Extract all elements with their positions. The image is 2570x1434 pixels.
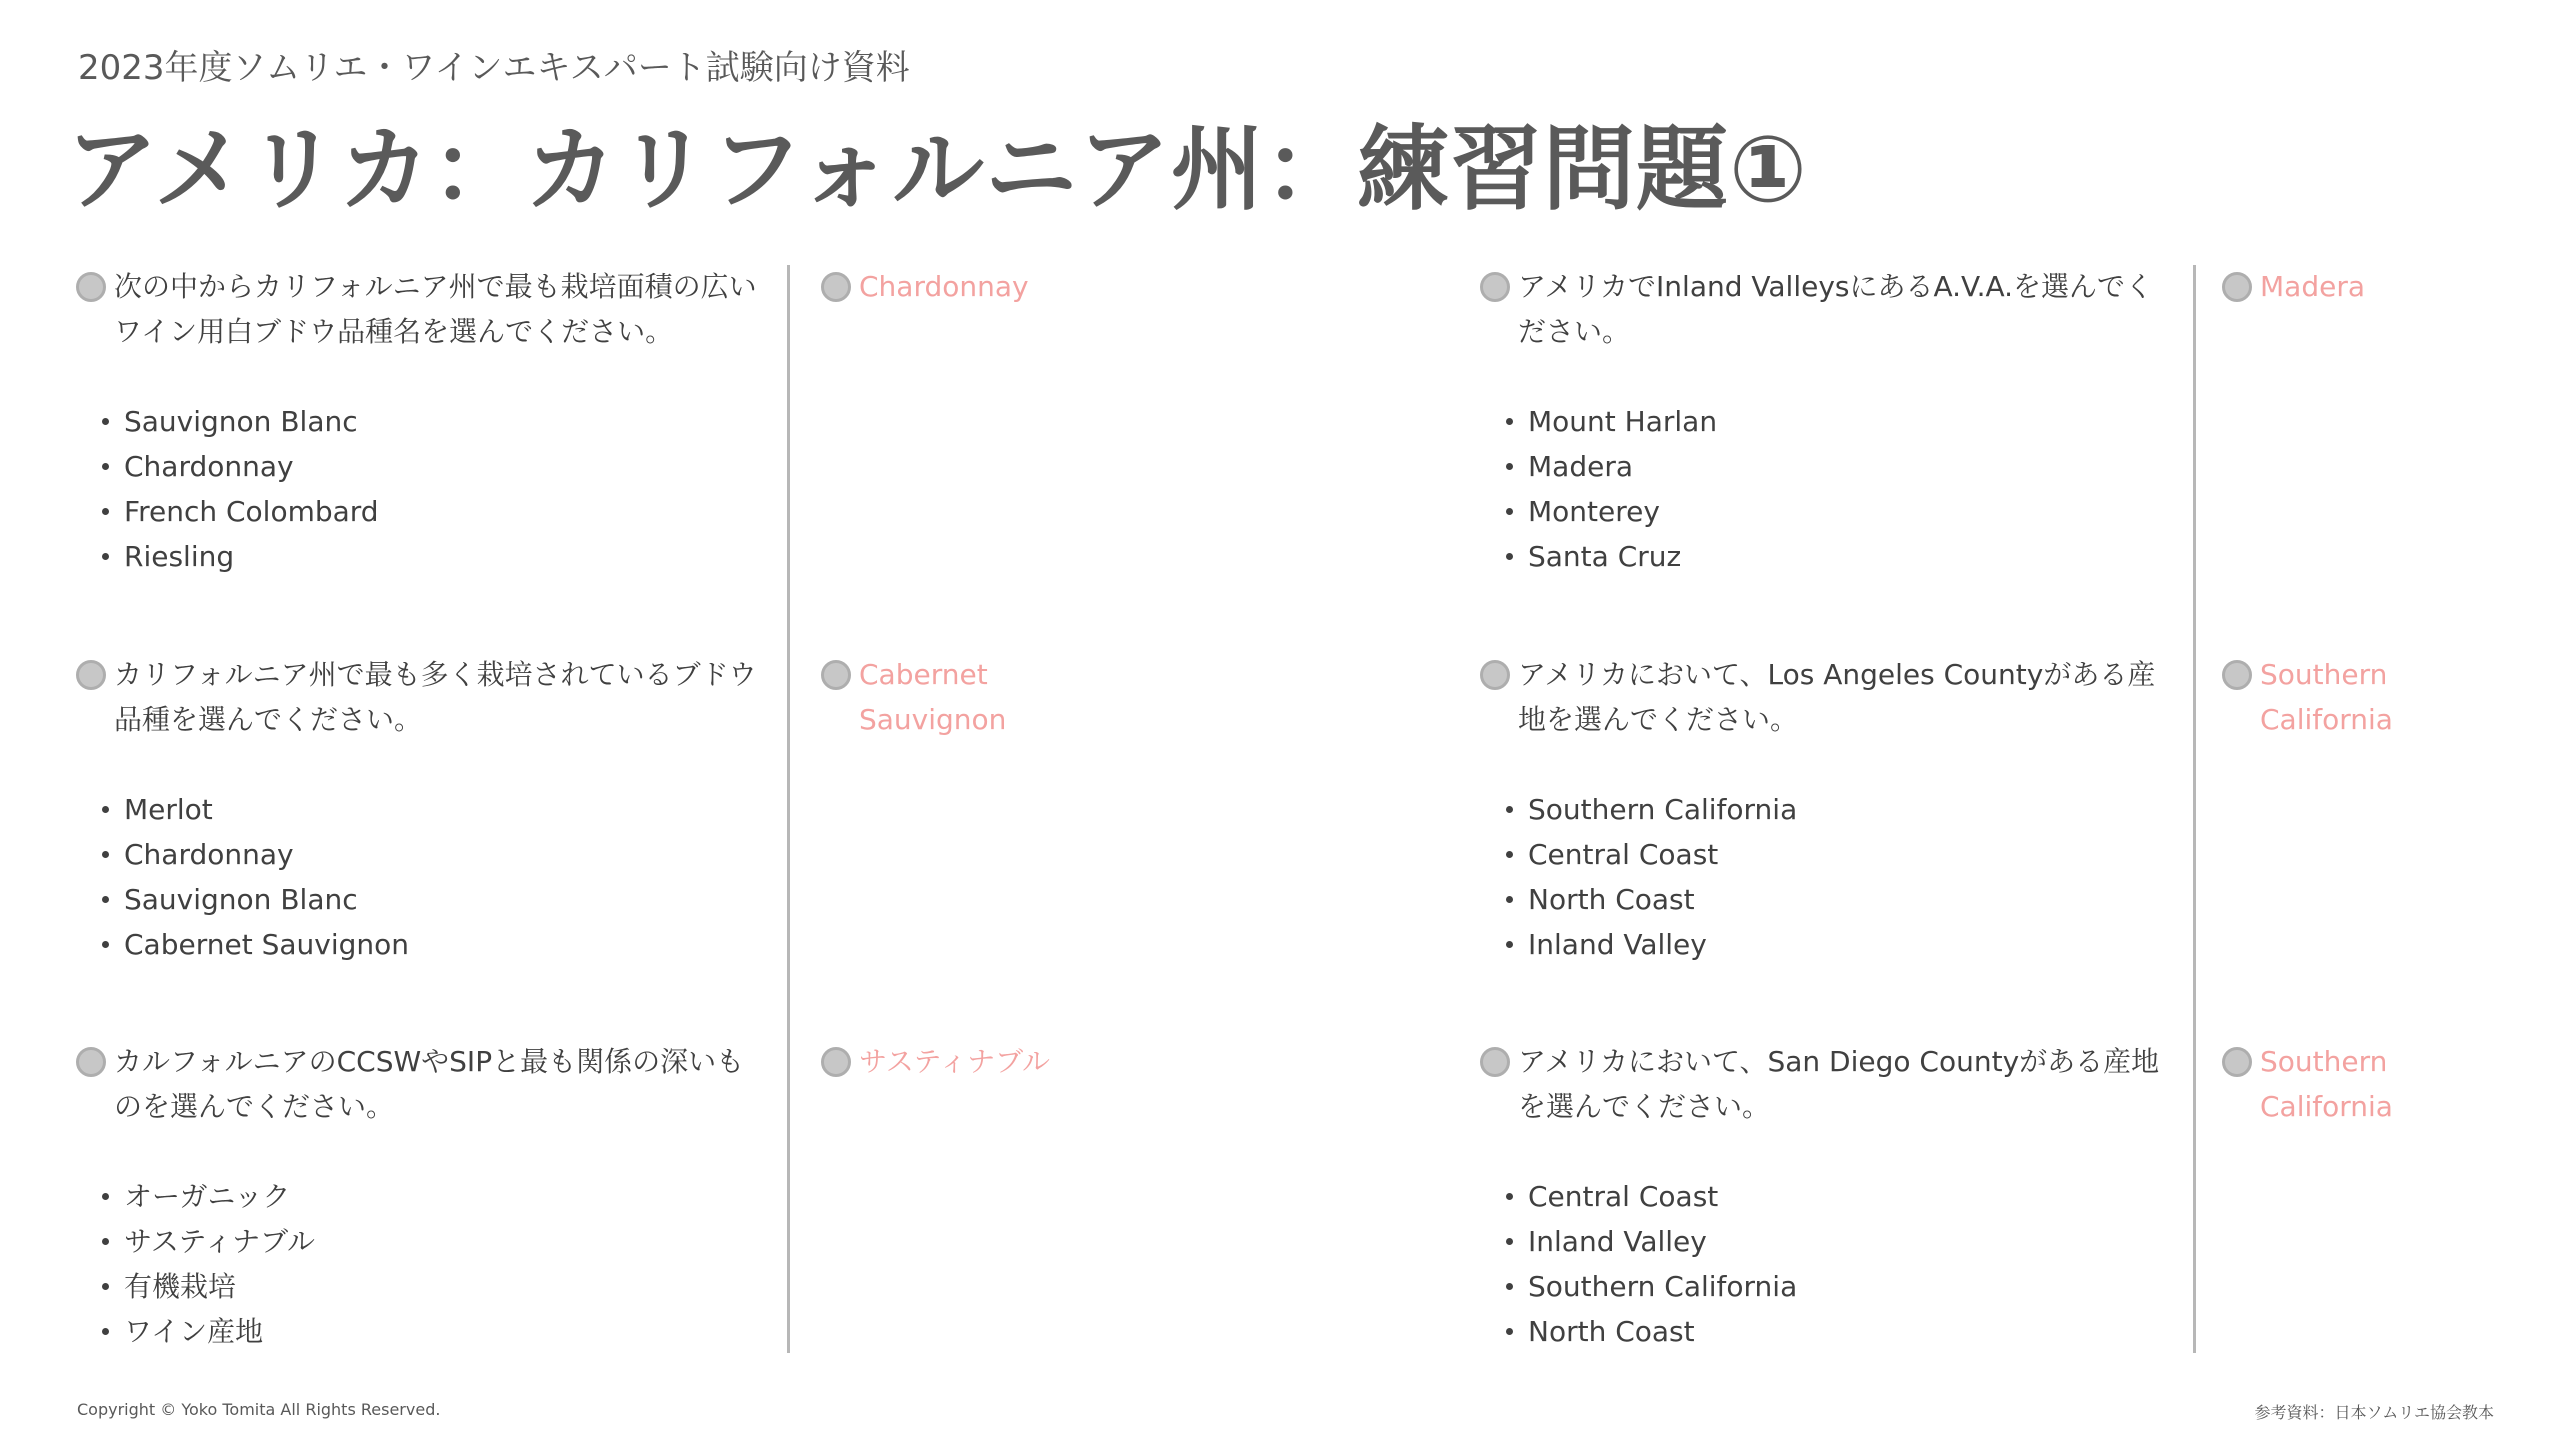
- answer-block-4: [2222, 264, 2502, 309]
- question-bullet-icon: [1480, 1047, 1510, 1077]
- question-heading: [1480, 1039, 2180, 1129]
- answer-text: Southern California: [2260, 1045, 2393, 1123]
- option-item: Riesling: [102, 534, 766, 579]
- option-item: オーガニック: [102, 1174, 766, 1219]
- option-item: サスティナブル: [102, 1219, 766, 1264]
- bullet-icon: [1506, 508, 1513, 515]
- bullet-icon: [1506, 1193, 1513, 1200]
- option-item: Inland Valley: [1506, 922, 2180, 967]
- option-item: Merlot: [102, 787, 766, 832]
- answer-text: Chardonnay: [859, 270, 1029, 303]
- option-item: Chardonnay: [102, 832, 766, 877]
- bullet-icon: [102, 463, 109, 470]
- bullet-icon: [102, 1328, 109, 1335]
- bullet-icon: [1506, 896, 1513, 903]
- question-block-5: [1480, 652, 2180, 967]
- option-list: [1480, 1174, 2180, 1354]
- question-text: アメリカにおいて、Los Angeles Countyがある産地を選んでください。: [1518, 658, 2156, 736]
- answer-bullet-icon: [821, 660, 851, 690]
- option-item: Southern California: [1506, 787, 2180, 832]
- answer-block-3: [821, 1039, 1101, 1084]
- bullet-icon: [1506, 553, 1513, 560]
- question-text: 次の中からカリフォルニア州で最も栽培面積の広いワイン用白ブドウ品種名を選んでください。: [114, 270, 757, 348]
- question-bullet-icon: [76, 660, 106, 690]
- option-list: [76, 399, 766, 579]
- answer-bullet-icon: [821, 272, 851, 302]
- option-item: French Colombard: [102, 489, 766, 534]
- question-block-1: [76, 264, 766, 579]
- bullet-icon: [102, 941, 109, 948]
- question-heading: [76, 652, 766, 742]
- option-item: Monterey: [1506, 489, 2180, 534]
- question-text: カルフォルニアのCCSWやSIPと最も関係の深いものを選んでください。: [114, 1045, 745, 1123]
- answer-bullet-icon: [2222, 1047, 2252, 1077]
- answer-block-5: [2222, 652, 2412, 742]
- option-list: [76, 1174, 766, 1354]
- question-heading: [1480, 652, 2180, 742]
- column-divider-left: [787, 265, 790, 1353]
- bullet-icon: [1506, 463, 1513, 470]
- reference-text: 参考資料：日本ソムリエ協会教本: [2254, 1403, 2494, 1422]
- option-item: Cabernet Sauvignon: [102, 922, 766, 967]
- bullet-icon: [1506, 1283, 1513, 1290]
- question-heading: [76, 264, 766, 354]
- option-item: Chardonnay: [102, 444, 766, 489]
- answer-bullet-icon: [2222, 272, 2252, 302]
- option-item: ワイン産地: [102, 1309, 766, 1354]
- option-item: North Coast: [1506, 877, 2180, 922]
- bullet-icon: [102, 418, 109, 425]
- answer-text: サスティナブル: [859, 1045, 1050, 1078]
- bullet-icon: [102, 508, 109, 515]
- bullet-icon: [102, 1238, 109, 1245]
- answer-bullet-icon: [2222, 660, 2252, 690]
- option-item: Sauvignon Blanc: [102, 399, 766, 444]
- bullet-icon: [1506, 806, 1513, 813]
- question-bullet-icon: [76, 1047, 106, 1077]
- question-text: カリフォルニア州で最も多く栽培されているブドウ品種を選んでください。: [114, 658, 757, 736]
- option-item: Inland Valley: [1506, 1219, 2180, 1264]
- option-item: Central Coast: [1506, 1174, 2180, 1219]
- answer-text: Cabernet Sauvignon: [859, 658, 1007, 736]
- bullet-icon: [102, 1283, 109, 1290]
- question-bullet-icon: [1480, 660, 1510, 690]
- option-list: [1480, 399, 2180, 579]
- question-text: アメリカでInland ValleysにあるA.V.A.を選んでください。: [1518, 270, 2154, 348]
- bullet-icon: [102, 851, 109, 858]
- option-item: Sauvignon Blanc: [102, 877, 766, 922]
- copyright-text: Copyright © Yoko Tomita All Rights Reserved.: [77, 1400, 441, 1419]
- question-bullet-icon: [1480, 272, 1510, 302]
- answer-bullet-icon: [821, 1047, 851, 1077]
- question-block-3: [76, 1039, 766, 1354]
- option-item: Mount Harlan: [1506, 399, 2180, 444]
- option-item: 有機栽培: [102, 1264, 766, 1309]
- bullet-icon: [1506, 1238, 1513, 1245]
- bullet-icon: [1506, 418, 1513, 425]
- question-text: アメリカにおいて、San Diego Countyがある産地を選んでください。: [1518, 1045, 2160, 1123]
- question-block-6: [1480, 1039, 2180, 1354]
- bullet-icon: [102, 1193, 109, 1200]
- bullet-icon: [102, 553, 109, 560]
- answer-block-1: [821, 264, 1101, 309]
- bullet-icon: [102, 896, 109, 903]
- bullet-icon: [1506, 851, 1513, 858]
- question-block-2: [76, 652, 766, 967]
- option-list: [1480, 787, 2180, 967]
- question-block-4: [1480, 264, 2180, 579]
- option-item: North Coast: [1506, 1309, 2180, 1354]
- question-bullet-icon: [76, 272, 106, 302]
- option-item: Madera: [1506, 444, 2180, 489]
- answer-block-6: [2222, 1039, 2412, 1129]
- question-heading: [1480, 264, 2180, 354]
- option-item: Santa Cruz: [1506, 534, 2180, 579]
- page-subtitle: 2023年度ソムリエ・ワインエキスパート試験向け資料: [78, 48, 910, 88]
- option-list: [76, 787, 766, 967]
- answer-block-2: [821, 652, 1011, 742]
- page-title: アメリカ：カリフォルニア州：練習問題①: [66, 116, 1808, 223]
- bullet-icon: [1506, 1328, 1513, 1335]
- column-divider-right: [2193, 265, 2196, 1353]
- bullet-icon: [1506, 941, 1513, 948]
- option-item: Southern California: [1506, 1264, 2180, 1309]
- question-heading: [76, 1039, 766, 1129]
- answer-text: Madera: [2260, 270, 2365, 303]
- answer-text: Southern California: [2260, 658, 2393, 736]
- bullet-icon: [102, 806, 109, 813]
- option-item: Central Coast: [1506, 832, 2180, 877]
